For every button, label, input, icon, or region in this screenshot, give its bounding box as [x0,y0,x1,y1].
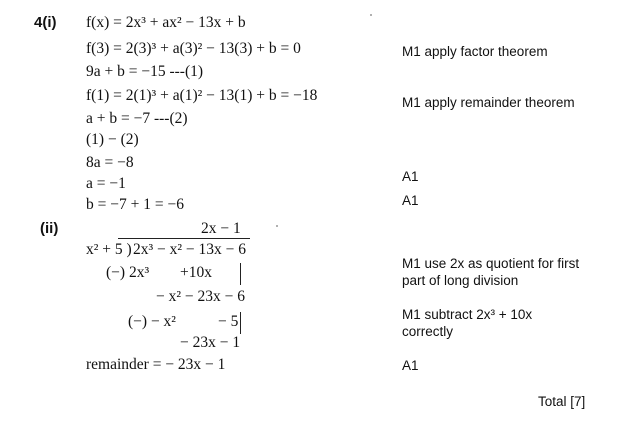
subtraction-2-sign: (−) − x² [128,313,176,330]
mark-a1-a: A1 [402,169,419,184]
working-line-1: f(x) = 2x³ + ax² − 13x + b [86,14,246,31]
divisor: x² + 5 ) [86,241,132,258]
mark-a1-b: A1 [402,193,419,208]
subtraction-1-bar [240,263,241,285]
subtraction-1-term: +10x [180,264,212,281]
working-line-6: (1) − (2) [86,131,139,148]
working-line-8: a = −1 [86,175,126,192]
working-line-9: b = −7 + 1 = −6 [86,196,184,213]
scan-speck [276,225,278,227]
remainder-step-1: − x² − 23x − 6 [156,288,245,305]
remainder-step-2: − 23x − 1 [180,334,241,351]
working-line-7: 8a = −8 [86,154,134,171]
working-line-3: 9a + b = −15 ---(1) [86,63,204,80]
subtraction-2-term: − 5 [218,313,239,330]
mark-m1-quotient: M1 use 2x as quotient for first part of long division [402,256,580,288]
mark-a1-ii: A1 [402,358,419,373]
final-remainder: remainder = − 23x − 1 [86,356,226,373]
quotient: 2x − 1 [201,220,241,237]
division-bar [118,238,250,239]
working-line-2: f(3) = 2(3)³ + a(3)² − 13(3) + b = 0 [86,40,301,57]
subtraction-2-bar [240,312,241,334]
scan-speck [370,14,372,16]
working-line-5: a + b = −7 ---(2) [86,110,188,127]
question-number-4i: 4(i) [34,14,57,31]
subtraction-1-sign: (−) 2x³ [106,264,150,281]
dividend: 2x³ − x² − 13x − 6 [133,241,247,258]
total-marks: Total [7] [538,394,586,409]
mark-m1-subtract: M1 subtract 2x³ + 10x correctly [402,307,533,339]
working-line-4: f(1) = 2(1)³ + a(1)² − 13(1) + b = −18 [86,87,318,104]
mark-m1-remainder: M1 apply remainder theorem [402,95,575,110]
question-number-ii: (ii) [40,220,59,237]
mark-m1-factor: M1 apply factor theorem [402,44,548,59]
